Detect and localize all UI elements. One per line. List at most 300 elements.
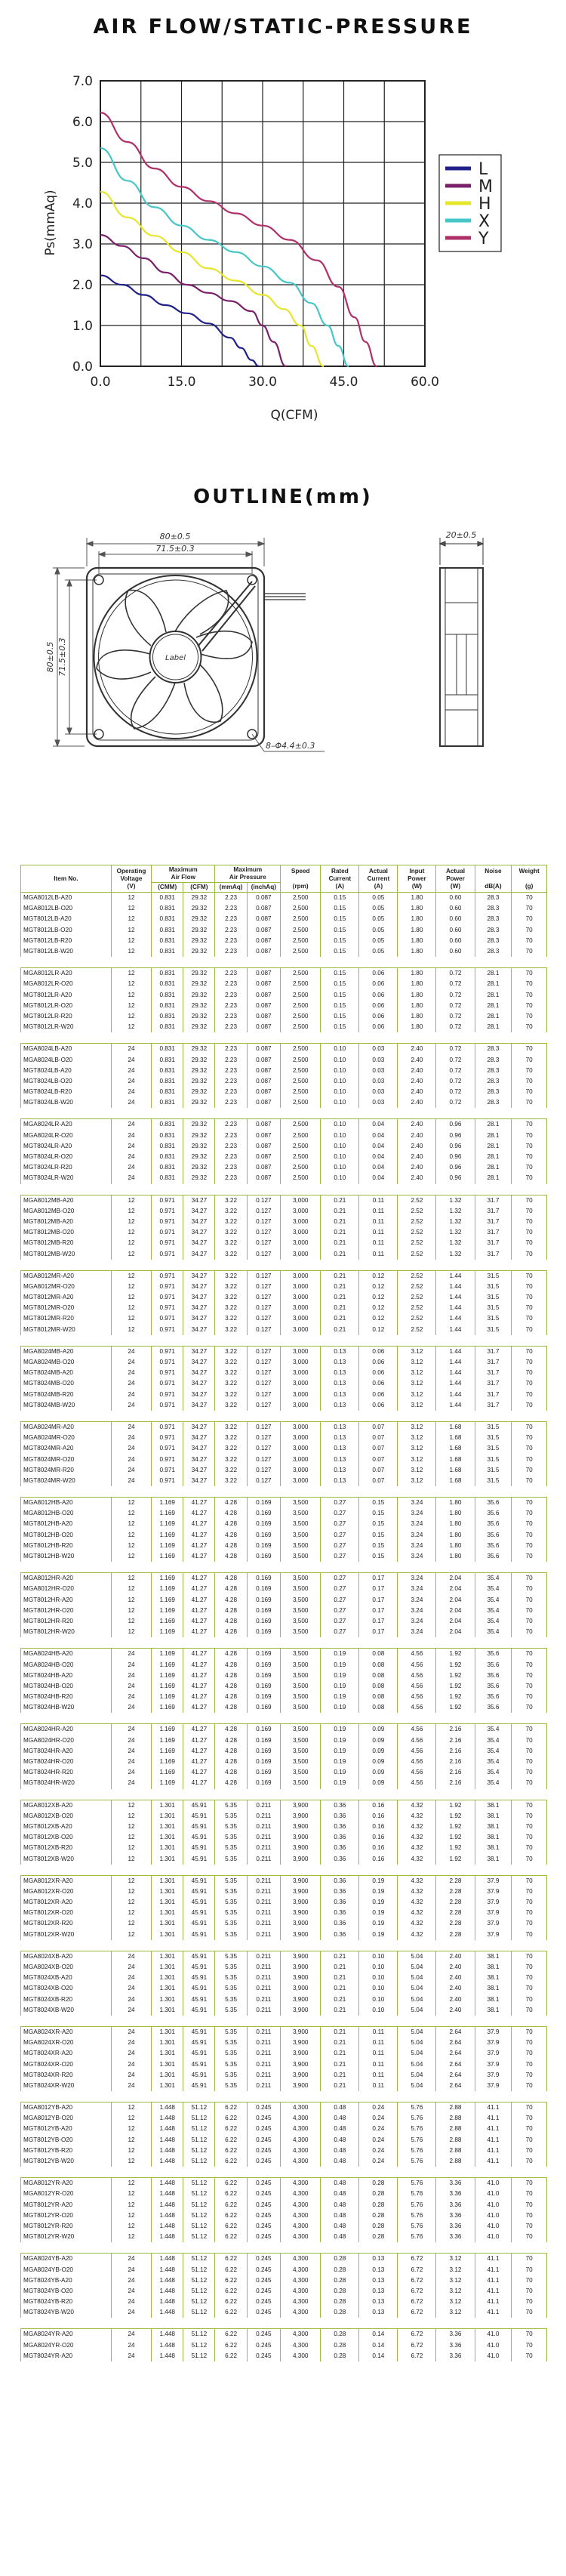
spec-value-cell: 6.22 — [215, 2286, 247, 2297]
spec-value-cell: 34.27 — [183, 1454, 215, 1464]
spec-value-cell: 1.80 — [398, 979, 436, 989]
spec-value-cell: 70 — [512, 1001, 547, 1011]
spec-value-cell: 0.13 — [321, 1357, 359, 1368]
spec-value-cell: 51.12 — [183, 2113, 215, 2124]
spec-value-cell: 29.32 — [183, 979, 215, 989]
spec-value-cell: 1.301 — [152, 2005, 183, 2016]
spec-value-cell: 4.28 — [215, 1735, 247, 1746]
spec-value-cell: 41.27 — [183, 1649, 215, 1660]
spec-value-cell: 2.23 — [215, 1152, 247, 1162]
spec-subheader-cell: (mmAq) — [215, 883, 247, 893]
item-number-cell: MGT8012XB-A20 — [21, 1822, 112, 1832]
spec-value-cell: 3,500 — [281, 1519, 321, 1529]
spec-value-cell: 70 — [512, 2221, 547, 2232]
spec-group-spacer — [21, 1335, 547, 1347]
spec-value-cell: 0.96 — [436, 1162, 475, 1173]
spec-value-cell: 2.28 — [436, 1918, 475, 1929]
spec-value-cell: 1.68 — [436, 1421, 475, 1433]
spec-value-cell: 34.27 — [183, 1195, 215, 1206]
spec-value-cell: 41.0 — [475, 2351, 512, 2362]
spec-value-cell: 0.03 — [359, 1087, 398, 1097]
spec-row — [21, 2275, 547, 2286]
item-number-cell: MGT8012MB-R20 — [21, 1238, 112, 1248]
spec-value-cell: 2.16 — [436, 1767, 475, 1778]
spec-value-cell: 0.10 — [359, 1951, 398, 1962]
spec-value-cell: 0.48 — [321, 2232, 359, 2242]
spec-value-cell: 38.1 — [475, 1994, 512, 2005]
spec-value-cell: 0.245 — [247, 2221, 280, 2232]
spec-value-cell: 6.22 — [215, 2221, 247, 2232]
item-number-cell: MGA8012XB-A20 — [21, 1800, 112, 1811]
spec-value-cell: 3.22 — [215, 1248, 247, 1259]
spec-value-cell: 70 — [512, 2156, 547, 2167]
item-number-cell: MGA8012YB-A20 — [21, 2102, 112, 2114]
spec-value-cell: 6.72 — [398, 2264, 436, 2275]
spec-value-cell: 12 — [111, 936, 151, 946]
item-number-cell: MGA8024YR-O20 — [21, 2340, 112, 2351]
spec-value-cell: 2.23 — [215, 1022, 247, 1032]
spec-value-cell: 29.32 — [183, 968, 215, 979]
spec-value-cell: 28.3 — [475, 936, 512, 946]
spec-value-cell: 70 — [512, 1162, 547, 1173]
spec-row — [21, 1476, 547, 1486]
spec-value-cell: 24 — [111, 1346, 151, 1357]
spec-value-cell: 0.127 — [247, 1292, 280, 1303]
spec-value-cell: 0.21 — [321, 1195, 359, 1206]
spec-value-cell: 0.169 — [247, 1681, 280, 1692]
spec-value-cell: 0.27 — [321, 1541, 359, 1551]
spec-row — [21, 1054, 547, 1065]
spec-value-cell: 24 — [111, 2297, 151, 2307]
legend-label-l: L — [478, 160, 488, 179]
spec-value-cell: 34.27 — [183, 1292, 215, 1303]
spec-value-cell: 41.0 — [475, 2178, 512, 2189]
item-number-cell: MGA8012LB-O20 — [21, 903, 112, 914]
dim-side-label: 20±0.5 — [445, 530, 477, 540]
spec-value-cell: 24 — [111, 1724, 151, 1735]
spec-value-cell: 70 — [512, 1822, 547, 1832]
spec-value-cell: 28.3 — [475, 1054, 512, 1065]
spec-value-cell: 0.127 — [247, 1282, 280, 1292]
spec-value-cell: 0.28 — [359, 2200, 398, 2210]
item-number-cell: MGT8024MR-A20 — [21, 1443, 112, 1454]
spec-value-cell: 3,900 — [281, 2081, 321, 2091]
spec-value-cell: 31.7 — [475, 1238, 512, 1248]
spec-value-cell: 3,500 — [281, 1659, 321, 1670]
spec-value-cell: 0.245 — [247, 2232, 280, 2242]
spec-row — [21, 1454, 547, 1464]
spec-value-cell: 41.0 — [475, 2200, 512, 2210]
spec-value-cell: 5.35 — [215, 1908, 247, 1918]
spec-row — [21, 2264, 547, 2275]
spec-value-cell: 0.19 — [359, 1886, 398, 1897]
item-number-cell: MGT8024XR-R20 — [21, 2070, 112, 2081]
spec-row — [21, 1433, 547, 1443]
spec-value-cell: 0.831 — [152, 1131, 183, 1141]
spec-value-cell: 0.087 — [247, 1141, 280, 1152]
spec-value-cell: 0.13 — [321, 1421, 359, 1433]
spec-value-cell: 0.07 — [359, 1465, 398, 1476]
spec-value-cell: 4.28 — [215, 1530, 247, 1541]
spec-value-cell: 34.27 — [183, 1465, 215, 1476]
item-number-cell: MGT8012XR-W20 — [21, 1930, 112, 1940]
spec-value-cell: 3,500 — [281, 1692, 321, 1702]
spec-value-cell: 0.28 — [359, 2221, 398, 2232]
spec-value-cell: 5.04 — [398, 1994, 436, 2005]
y-tick-label: 7.0 — [72, 74, 93, 89]
spec-value-cell: 35.4 — [475, 1627, 512, 1637]
spec-value-cell: 70 — [512, 2329, 547, 2340]
spec-table-body — [21, 893, 547, 2362]
spec-value-cell: 12 — [111, 893, 151, 904]
spec-value-cell: 1.169 — [152, 1627, 183, 1637]
spec-row — [21, 1983, 547, 1994]
spec-value-cell: 1.92 — [436, 1649, 475, 1660]
spec-value-cell: 0.211 — [247, 1832, 280, 1843]
spec-value-cell: 2.52 — [398, 1313, 436, 1324]
spec-value-cell: 0.03 — [359, 1097, 398, 1108]
item-number-cell: MGT8024LB-O20 — [21, 1076, 112, 1087]
spec-value-cell: 0.08 — [359, 1692, 398, 1702]
spec-value-cell: 12 — [111, 914, 151, 924]
spec-value-cell: 3.22 — [215, 1443, 247, 1454]
spec-value-cell: 5.35 — [215, 2081, 247, 2091]
spec-value-cell: 3.12 — [398, 1357, 436, 1368]
spec-row — [21, 2297, 547, 2307]
spec-row — [21, 1757, 547, 1767]
spec-value-cell: 3.12 — [398, 1368, 436, 1378]
spec-row — [21, 2189, 547, 2199]
spec-value-cell: 3,000 — [281, 1378, 321, 1389]
spec-value-cell: 0.971 — [152, 1421, 183, 1433]
spec-value-cell: 4.28 — [215, 1767, 247, 1778]
spec-value-cell: 0.211 — [247, 1886, 280, 1897]
spec-value-cell: 0.087 — [247, 1087, 280, 1097]
spec-value-cell: 70 — [512, 925, 547, 936]
spec-value-cell: 0.831 — [152, 979, 183, 989]
spec-value-cell: 1.32 — [436, 1206, 475, 1217]
spec-value-cell: 29.32 — [183, 925, 215, 936]
spec-value-cell: 1.80 — [398, 1022, 436, 1032]
spec-value-cell: 2.64 — [436, 2059, 475, 2069]
spec-value-cell: 0.21 — [321, 1962, 359, 1973]
spec-value-cell: 3,500 — [281, 1606, 321, 1616]
item-number-cell: MGT8012YB-O20 — [21, 2135, 112, 2146]
spec-value-cell: 70 — [512, 1054, 547, 1065]
spec-value-cell: 3,000 — [281, 1206, 321, 1217]
spec-value-cell: 6.22 — [215, 2178, 247, 2189]
spec-value-cell: 0.245 — [247, 2124, 280, 2134]
spec-value-cell: 38.1 — [475, 1962, 512, 1973]
spec-value-cell: 45.91 — [183, 1875, 215, 1886]
spec-value-cell: 70 — [512, 1390, 547, 1400]
spec-value-cell: 0.831 — [152, 1044, 183, 1055]
item-number-cell: MGT8024MR-W20 — [21, 1476, 112, 1486]
spec-value-cell: 6.72 — [398, 2307, 436, 2318]
spec-value-cell: 41.27 — [183, 1746, 215, 1757]
spec-group-spacer — [21, 1184, 547, 1195]
spec-value-cell: 24 — [111, 1076, 151, 1087]
item-number-cell: MGT8024LR-W20 — [21, 1173, 112, 1183]
spec-value-cell: 3.24 — [398, 1606, 436, 1616]
spec-value-cell: 51.12 — [183, 2178, 215, 2189]
spec-value-cell: 0.15 — [321, 893, 359, 904]
spec-value-cell: 1.68 — [436, 1443, 475, 1454]
spec-value-cell: 70 — [512, 1195, 547, 1206]
spec-value-cell: 45.91 — [183, 1918, 215, 1929]
spec-value-cell: 0.48 — [321, 2102, 359, 2114]
spec-row — [21, 1735, 547, 1746]
spec-value-cell: 0.12 — [359, 1292, 398, 1303]
spec-row — [21, 1573, 547, 1584]
spec-value-cell: 0.10 — [359, 1973, 398, 1983]
spec-value-cell: 3,000 — [281, 1325, 321, 1335]
spec-value-cell: 3,000 — [281, 1346, 321, 1357]
spec-value-cell: 70 — [512, 1778, 547, 1788]
spec-value-cell: 0.169 — [247, 1767, 280, 1778]
spec-value-cell: 4.32 — [398, 1908, 436, 1918]
spec-value-cell: 2.23 — [215, 1001, 247, 1011]
spec-value-cell: 70 — [512, 1227, 547, 1238]
spec-value-cell: 0.13 — [321, 1433, 359, 1443]
spec-row — [21, 1692, 547, 1702]
spec-value-cell: 0.15 — [359, 1530, 398, 1541]
spec-value-cell: 31.5 — [475, 1421, 512, 1433]
spec-value-cell: 31.7 — [475, 1217, 512, 1227]
item-number-cell: MGA8024YR-A20 — [21, 2329, 112, 2340]
spec-value-cell: 2,500 — [281, 1066, 321, 1076]
item-number-cell: MGT8012HB-A20 — [21, 1519, 112, 1529]
spec-value-cell: 1.80 — [436, 1541, 475, 1551]
spec-value-cell: 24 — [111, 2038, 151, 2048]
spec-value-cell: 1.68 — [436, 1454, 475, 1464]
spec-value-cell: 0.971 — [152, 1378, 183, 1389]
spec-value-cell: 29.32 — [183, 903, 215, 914]
spec-value-cell: 1.92 — [436, 1800, 475, 1811]
spec-value-cell: 4.32 — [398, 1800, 436, 1811]
spec-value-cell: 0.245 — [247, 2351, 280, 2362]
spec-value-cell: 1.169 — [152, 1616, 183, 1627]
spec-value-cell: 0.127 — [247, 1227, 280, 1238]
spec-value-cell: 0.07 — [359, 1421, 398, 1433]
item-number-cell: MGT8024YB-W20 — [21, 2307, 112, 2318]
spec-value-cell: 28.3 — [475, 893, 512, 904]
spec-value-cell: 1.448 — [152, 2264, 183, 2275]
spec-value-cell: 31.7 — [475, 1248, 512, 1259]
spec-value-cell: 0.21 — [321, 2048, 359, 2059]
spec-value-cell: 0.087 — [247, 979, 280, 989]
spec-value-cell: 3.12 — [436, 2264, 475, 2275]
spec-value-cell: 4.28 — [215, 1724, 247, 1735]
spec-value-cell: 70 — [512, 2351, 547, 2362]
spec-value-cell: 2.40 — [398, 1044, 436, 1055]
spec-row — [21, 979, 547, 989]
spec-subheader-cell: (inchAq) — [247, 883, 280, 893]
spec-value-cell: 5.35 — [215, 2070, 247, 2081]
spec-value-cell: 2.28 — [436, 1886, 475, 1897]
spec-value-cell: 29.32 — [183, 990, 215, 1001]
spec-value-cell: 0.05 — [359, 936, 398, 946]
spec-value-cell: 0.127 — [247, 1238, 280, 1248]
spec-value-cell: 1.92 — [436, 1659, 475, 1670]
spec-value-cell: 1.301 — [152, 1918, 183, 1929]
spec-value-cell: 1.301 — [152, 1973, 183, 1983]
spec-value-cell: 1.68 — [436, 1476, 475, 1486]
spec-value-cell: 3,900 — [281, 1853, 321, 1864]
spec-value-cell: 70 — [512, 1248, 547, 1259]
spec-value-cell: 0.831 — [152, 1066, 183, 1076]
chart-title: AIR FLOW/STATIC-PRESSURE — [93, 15, 473, 39]
item-number-cell: MGA8012YB-O20 — [21, 2113, 112, 2124]
spec-value-cell: 0.211 — [247, 1853, 280, 1864]
spec-value-cell: 0.087 — [247, 903, 280, 914]
item-number-cell: MGA8024XR-A20 — [21, 2026, 112, 2038]
item-number-cell: MGA8024HR-A20 — [21, 1724, 112, 1735]
spec-value-cell: 0.21 — [321, 2005, 359, 2016]
spec-value-cell: 0.36 — [321, 1853, 359, 1864]
spec-group-spacer — [21, 2091, 547, 2102]
item-number-cell: MGA8012LR-A20 — [21, 968, 112, 979]
spec-value-cell: 70 — [512, 1530, 547, 1541]
spec-value-cell: 12 — [111, 1897, 151, 1908]
spec-value-cell: 4,300 — [281, 2254, 321, 2265]
spec-value-cell: 0.03 — [359, 1054, 398, 1065]
spec-value-cell: 0.087 — [247, 1011, 280, 1022]
spec-value-cell: 6.22 — [215, 2275, 247, 2286]
item-number-cell: MGT8012YB-R20 — [21, 2146, 112, 2156]
spec-value-cell: 70 — [512, 1292, 547, 1303]
spec-value-cell: 4.28 — [215, 1681, 247, 1692]
spec-value-cell: 0.27 — [321, 1595, 359, 1606]
y-tick-label: 5.0 — [72, 156, 93, 171]
spec-value-cell: 0.831 — [152, 1173, 183, 1183]
spec-value-cell: 1.301 — [152, 2026, 183, 2038]
spec-value-cell: 0.12 — [359, 1313, 398, 1324]
spec-value-cell: 2.88 — [436, 2113, 475, 2124]
spec-value-cell: 0.245 — [247, 2189, 280, 2199]
spec-value-cell: 1.169 — [152, 1649, 183, 1660]
item-number-cell: MGA8024LB-O20 — [21, 1054, 112, 1065]
spec-value-cell: 2,500 — [281, 1011, 321, 1022]
spec-value-cell: 5.35 — [215, 1811, 247, 1822]
spec-value-cell: 28.1 — [475, 968, 512, 979]
spec-value-cell: 0.831 — [152, 1119, 183, 1131]
spec-value-cell: 70 — [512, 1346, 547, 1357]
spec-value-cell: 1.301 — [152, 1908, 183, 1918]
spec-value-cell: 12 — [111, 1022, 151, 1032]
spec-value-cell: 70 — [512, 2135, 547, 2146]
spec-row — [21, 2059, 547, 2069]
spec-value-cell: 0.16 — [359, 1832, 398, 1843]
spec-value-cell: 24 — [111, 1951, 151, 1962]
spec-value-cell: 2.16 — [436, 1724, 475, 1735]
spec-value-cell: 3.24 — [398, 1498, 436, 1509]
spec-value-cell: 0.06 — [359, 1346, 398, 1357]
spec-value-cell: 6.22 — [215, 2297, 247, 2307]
spec-value-cell: 70 — [512, 2297, 547, 2307]
spec-value-cell: 70 — [512, 2048, 547, 2059]
spec-value-cell: 0.05 — [359, 893, 398, 904]
spec-value-cell: 2.40 — [398, 1087, 436, 1097]
spec-value-cell: 1.448 — [152, 2113, 183, 2124]
spec-value-cell: 2,500 — [281, 1173, 321, 1183]
spec-value-cell: 12 — [111, 1508, 151, 1519]
spec-value-cell: 70 — [512, 2264, 547, 2275]
spec-value-cell: 0.10 — [321, 1097, 359, 1108]
spec-value-cell: 0.127 — [247, 1465, 280, 1476]
spec-value-cell: 0.169 — [247, 1649, 280, 1660]
spec-value-cell: 1.92 — [436, 1681, 475, 1692]
spec-value-cell: 0.211 — [247, 2048, 280, 2059]
spec-value-cell: 0.04 — [359, 1173, 398, 1183]
spec-value-cell: 6.22 — [215, 2146, 247, 2156]
spec-value-cell: 3,900 — [281, 1930, 321, 1940]
spec-value-cell: 0.13 — [359, 2275, 398, 2286]
spec-value-cell: 70 — [512, 1951, 547, 1962]
spec-value-cell: 0.087 — [247, 1131, 280, 1141]
lead-wire — [264, 594, 306, 600]
item-number-cell: MGT8012MR-R20 — [21, 1313, 112, 1324]
spec-value-cell: 29.32 — [183, 1152, 215, 1162]
spec-value-cell: 1.301 — [152, 1832, 183, 1843]
spec-value-cell: 3.24 — [398, 1584, 436, 1594]
spec-value-cell: 0.15 — [321, 946, 359, 957]
spec-value-cell: 41.27 — [183, 1681, 215, 1692]
spec-value-cell: 1.301 — [152, 1962, 183, 1973]
spec-value-cell: 3.12 — [398, 1443, 436, 1454]
item-number-cell: MGA8024XB-A20 — [21, 1951, 112, 1962]
spec-value-cell: 2.64 — [436, 2070, 475, 2081]
spec-value-cell: 31.5 — [475, 1325, 512, 1335]
spec-value-cell: 2.28 — [436, 1930, 475, 1940]
spec-value-cell: 28.3 — [475, 1066, 512, 1076]
item-number-cell: MGA8024XR-O20 — [21, 2038, 112, 2048]
spec-row — [21, 1011, 547, 1022]
spec-value-cell: 0.971 — [152, 1454, 183, 1464]
spec-value-cell: 5.35 — [215, 2048, 247, 2059]
spec-value-cell: 45.91 — [183, 1886, 215, 1897]
spec-value-cell: 0.169 — [247, 1692, 280, 1702]
spec-row — [21, 1368, 547, 1378]
spec-value-cell: 2.88 — [436, 2135, 475, 2146]
spec-row — [21, 925, 547, 936]
spec-value-cell: 70 — [512, 1649, 547, 1660]
spec-value-cell: 4,300 — [281, 2113, 321, 2124]
spec-value-cell: 0.72 — [436, 1087, 475, 1097]
spec-value-cell: 34.27 — [183, 1368, 215, 1378]
spec-value-cell: 1.448 — [152, 2275, 183, 2286]
spec-value-cell: 37.9 — [475, 1897, 512, 1908]
item-number-cell: MGA8024LB-A20 — [21, 1044, 112, 1055]
spec-table — [20, 865, 547, 2362]
spec-value-cell: 12 — [111, 903, 151, 914]
spec-row — [21, 1843, 547, 1853]
chart-grid — [100, 81, 425, 366]
spec-value-cell: 0.127 — [247, 1346, 280, 1357]
spec-value-cell: 6.72 — [398, 2297, 436, 2307]
spec-value-cell: 0.127 — [247, 1206, 280, 1217]
spec-value-cell: 70 — [512, 1584, 547, 1594]
spec-value-cell: 0.21 — [321, 1325, 359, 1335]
spec-value-cell: 37.9 — [475, 2038, 512, 2048]
y-tick-label: 4.0 — [72, 196, 93, 211]
spec-value-cell: 0.169 — [247, 1616, 280, 1627]
spec-value-cell: 6.22 — [215, 2264, 247, 2275]
spec-value-cell: 0.27 — [321, 1508, 359, 1519]
spec-value-cell: 1.169 — [152, 1692, 183, 1702]
spec-header-cell: Operating Voltage (V) — [111, 865, 151, 893]
spec-value-cell: 0.24 — [359, 2135, 398, 2146]
